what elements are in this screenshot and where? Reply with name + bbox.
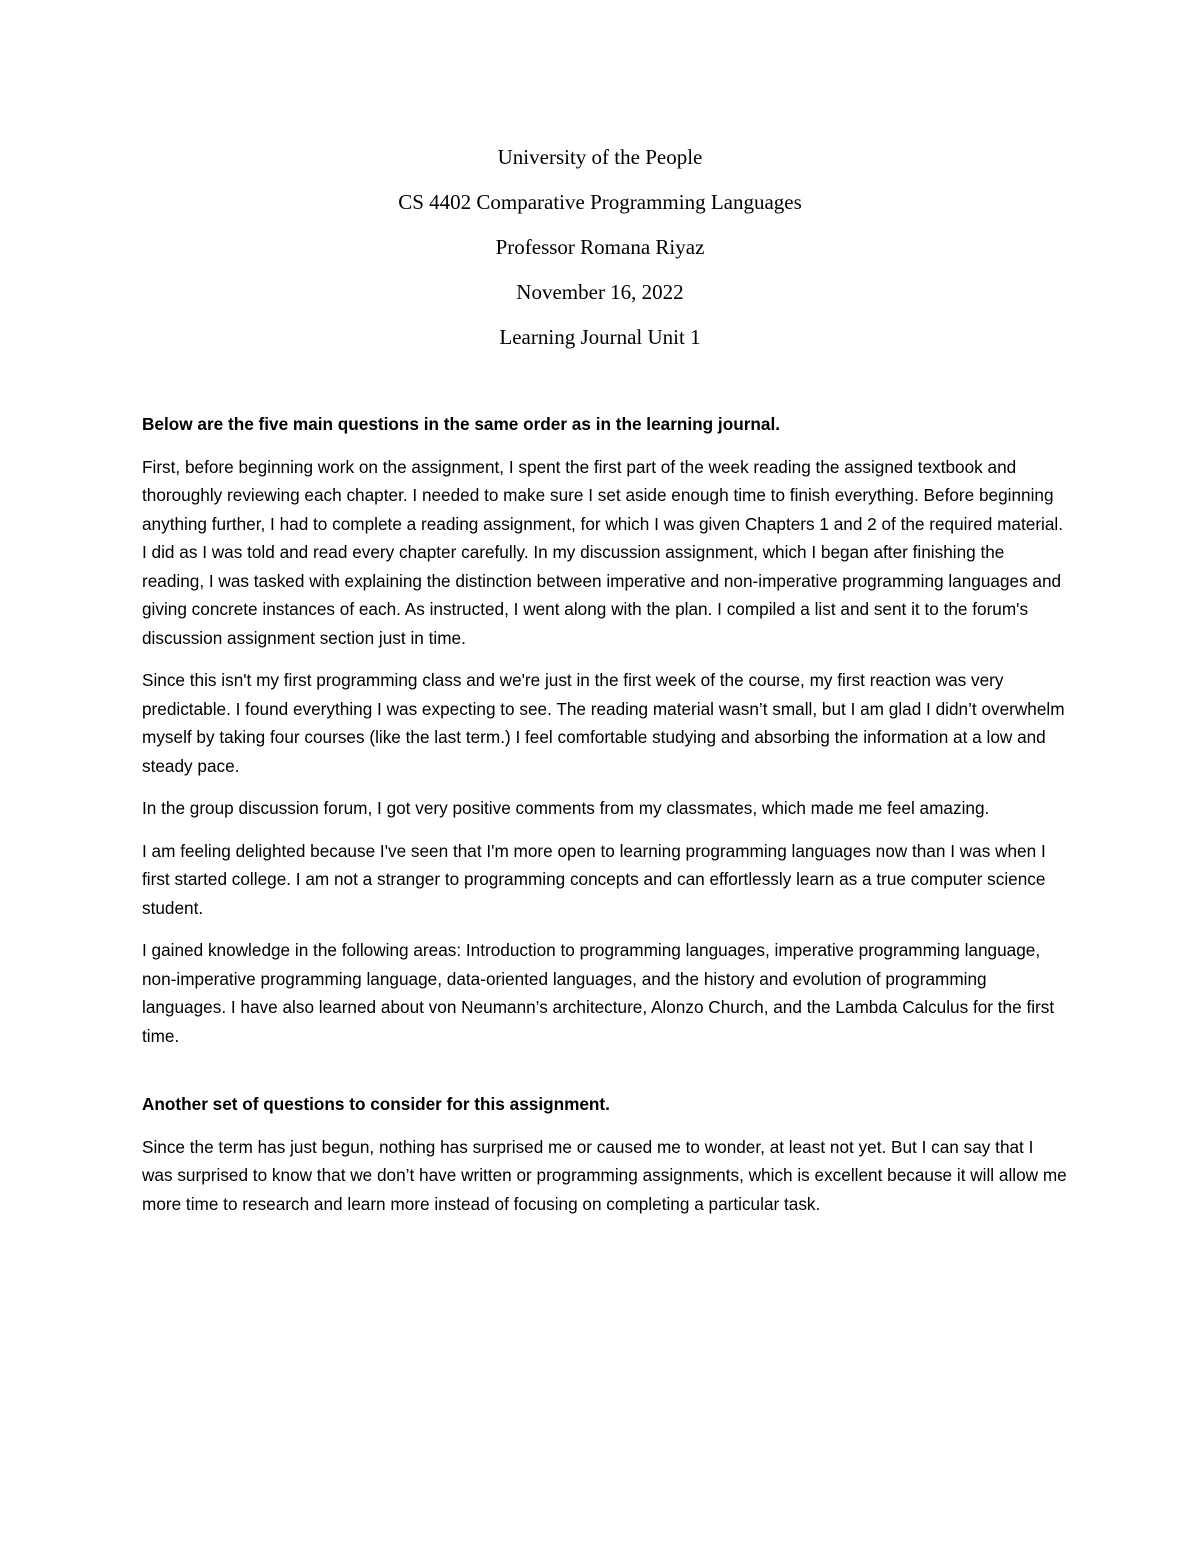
university-name: University of the People <box>497 145 703 169</box>
section-2-heading: Another set of questions to consider for this assignment. <box>142 1094 610 1114</box>
paragraph: Since the term has just begun, nothing has surprised me or caused me to wonder, at least not yet. But I can say that I was surprised to know that we don’t have written or programming assignments, which is excellent because it will allow me more time to research and learn more instead of focusing on completing a particular task. <box>142 1136 1067 1214</box>
paragraph: Since this isn't my first programming class and we're just in the first week of the course, my first reaction was very predictable. I found everything I was expecting to see. The reading material wasn’t small, but I am glad I didn’t overwhelm myself by taking four courses (like the last term.) I feel comfortable studying and absorbing the information at a low and steady pace. <box>142 670 1065 776</box>
professor-name: Professor Romana Riyaz <box>495 235 705 259</box>
assignment-title: Learning Journal Unit 1 <box>499 325 701 349</box>
paragraph: I am feeling delighted because I've seen that I'm more open to learning programming languages now than I was when I first started college. I am not a stranger to programming concepts and can effortlessly learn as a true computer science student. <box>142 840 1046 918</box>
paragraph: I gained knowledge in the following areas: Introduction to programming languages, imperative programming language, non-imperative programming language, data-oriented languages, and the history and evolution of programming languages. I have also learned about von Neumann’s architecture, Alonzo Church, and the Lambda Calculus for the first time. <box>142 940 1055 1046</box>
paragraph: In the group discussion forum, I got very positive comments from my classmates, which made me feel amazing. <box>142 798 990 818</box>
submission-date: November 16, 2022 <box>516 280 684 304</box>
paragraph: First, before beginning work on the assignment, I spent the first part of the week reading the assigned textbook and thoroughly reviewing each chapter. I needed to make sure I set aside enough time to finish everything. Before beginning anything further, I had to complete a reading assignment, for which I was given Chapters 1 and 2 of the required material. I did as I was told and read every chapter carefully. In my discussion assignment, which I began after finishing the reading, I was tasked with explaining the distinction between imperative and non-imperative programming languages and giving concrete instances of each. As instructed, I went along with the plan. I compiled a list and sent it to the forum's discussion assignment section just in time. <box>142 456 1064 648</box>
document-body <box>142 410 1067 1232</box>
title-block <box>0 140 1200 365</box>
course-name: CS 4402 Comparative Programming Languages <box>398 190 802 214</box>
section-1-heading: Below are the five main questions in the same order as in the learning journal. <box>142 414 781 434</box>
